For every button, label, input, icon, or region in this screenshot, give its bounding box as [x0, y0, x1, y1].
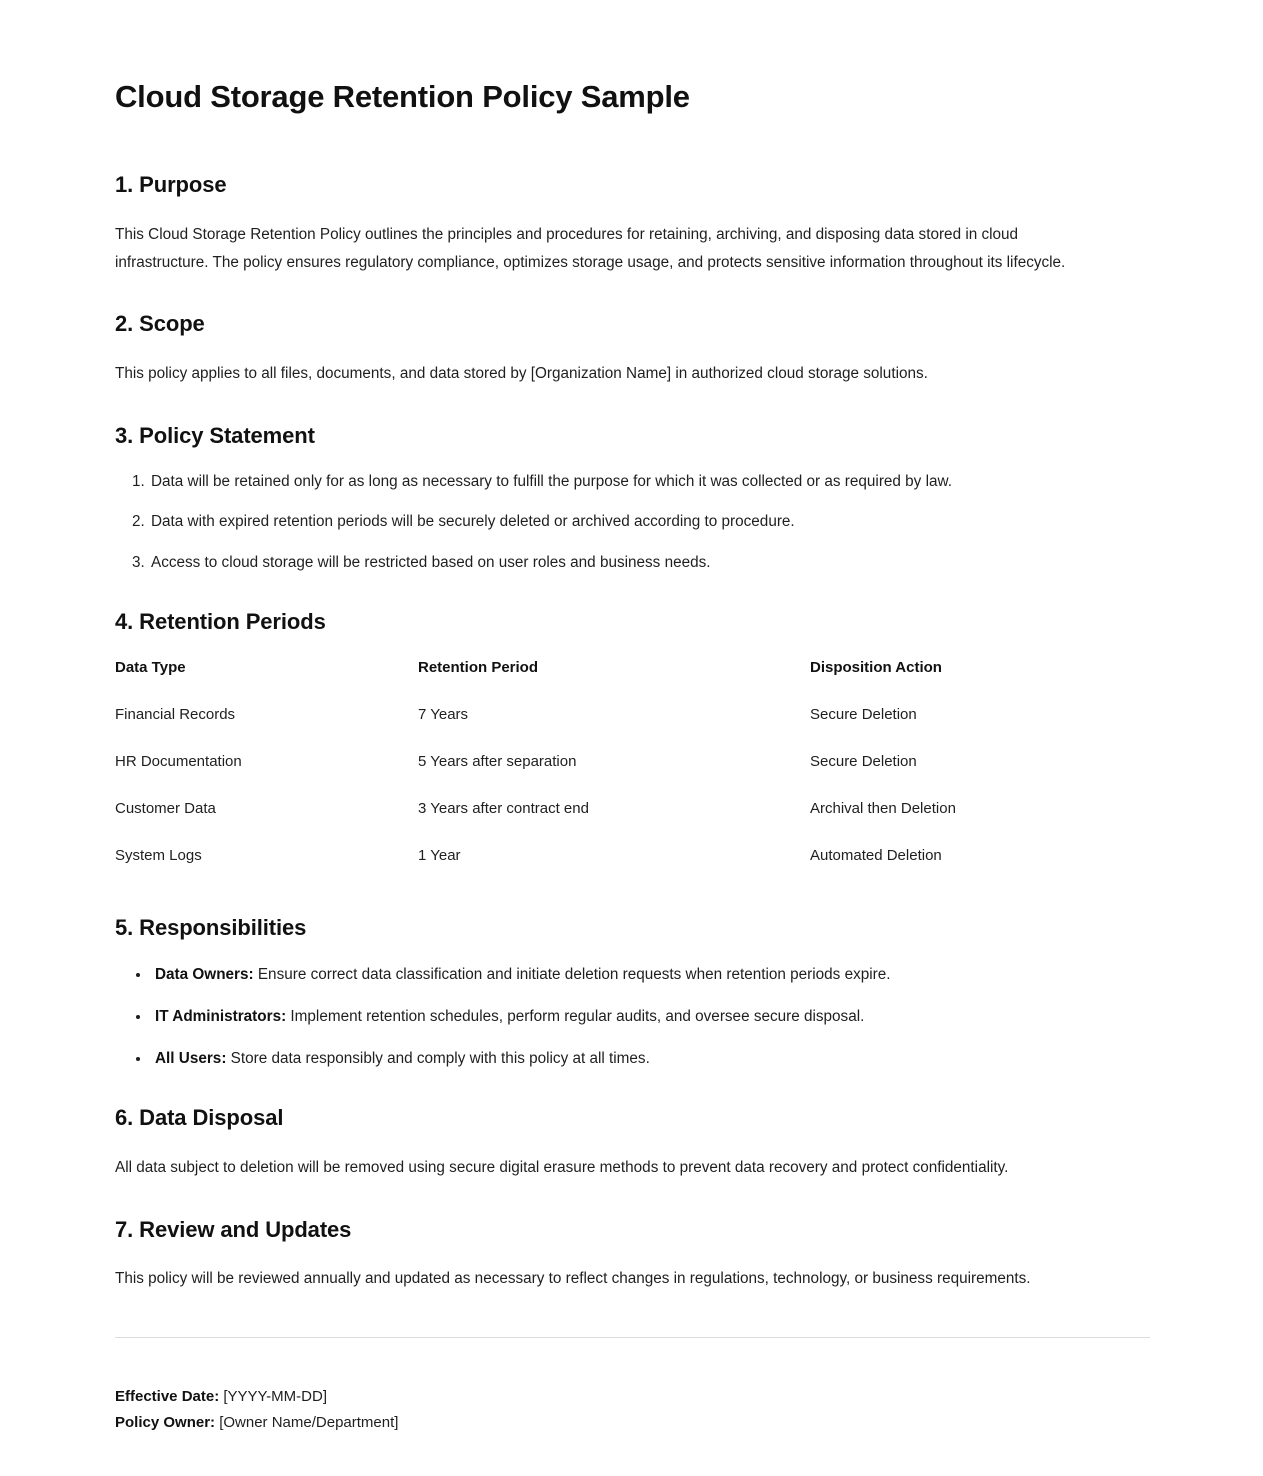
- footer-divider: [115, 1337, 1150, 1338]
- list-item: [151, 1048, 1150, 1070]
- policy-owner-value: [Owner Name/Department]: [215, 1414, 399, 1432]
- effective-date-value: [YYYY-MM-DD]: [219, 1387, 327, 1405]
- cell-retention-period: 7 Years: [418, 706, 469, 724]
- cell-disposition-action: Secure Deletion: [810, 753, 917, 771]
- cell-disposition-action: Archival then Deletion: [810, 800, 956, 818]
- cell-data-type: HR Documentation: [115, 753, 242, 771]
- column-header-data-type: Data Type: [115, 659, 186, 677]
- table-row: [115, 704, 1150, 751]
- list-item: [151, 1006, 1150, 1028]
- section-heading-scope: 2. Scope: [115, 311, 205, 337]
- section-review-updates: [115, 1216, 1150, 1293]
- responsibilities-list: [115, 964, 1150, 1071]
- list-item: 2. Data with expired retention periods will be securely deleted or archived according to procedure.: [149, 511, 1150, 533]
- responsibility-role: Data Owners:: [155, 965, 254, 983]
- section-heading-purpose: 1. Purpose: [115, 172, 227, 198]
- section-heading-data-disposal: 6. Data Disposal: [115, 1105, 284, 1131]
- section-heading-responsibilities: 5. Responsibilities: [115, 915, 307, 941]
- document-footer: [115, 1384, 1150, 1437]
- cell-disposition-action: Automated Deletion: [810, 847, 942, 865]
- responsibility-description: Implement retention schedules, perform regular audits, and oversee secure disposal.: [286, 1007, 865, 1025]
- purpose-paragraph: This Cloud Storage Retention Policy outlines the principles and procedures for retaining, archiving, and disposing data stored in cloud infrastructure. The policy ensures regulatory compliance, optimizes storage usage, and protects sensitive information throughout its lifecycle.: [115, 225, 1066, 271]
- cell-data-type: Customer Data: [115, 800, 216, 818]
- column-header-retention-period: Retention Period: [418, 659, 539, 677]
- list-item: [151, 964, 1150, 986]
- responsibility-role: All Users:: [155, 1050, 227, 1068]
- table-row: [115, 798, 1150, 845]
- section-heading-review-updates: 7. Review and Updates: [115, 1216, 352, 1242]
- cell-retention-period: 3 Years after contract end: [418, 800, 589, 818]
- table-header-row: [115, 657, 1150, 704]
- list-item: 1. Data will be retained only for as long as necessary to fulfill the purpose for which it was collected or as required by law.: [149, 471, 1150, 493]
- responsibility-description: Ensure correct data classification and initiate deletion requests when retention periods expire.: [253, 965, 891, 983]
- section-responsibilities: [115, 914, 1150, 1070]
- cell-data-type: Financial Records: [115, 706, 236, 724]
- section-retention-periods: [115, 608, 1150, 867]
- effective-date-line: [115, 1384, 1150, 1410]
- policy-owner-line: [115, 1410, 1150, 1436]
- cell-retention-period: 5 Years after separation: [418, 753, 577, 771]
- section-heading-retention-periods: 4. Retention Periods: [115, 608, 326, 634]
- section-data-disposal: [115, 1104, 1150, 1181]
- list-item: 3. Access to cloud storage will be restricted based on user roles and business needs.: [149, 552, 1150, 574]
- policy-statement-list: [115, 471, 1150, 574]
- responsibility-role: IT Administrators:: [155, 1007, 287, 1025]
- section-scope: [115, 310, 1150, 387]
- table-row: [115, 845, 1150, 866]
- page-title: Cloud Storage Retention Policy Sample: [115, 79, 690, 114]
- data-disposal-paragraph: All data subject to deletion will be removed using secure digital erasure methods to prevent data recovery and protect confidentiality.: [115, 1158, 1009, 1176]
- table-row: [115, 751, 1150, 798]
- cell-retention-period: 1 Year: [418, 847, 461, 865]
- cell-disposition-action: Secure Deletion: [810, 706, 917, 724]
- section-heading-policy-statement: 3. Policy Statement: [115, 422, 315, 448]
- effective-date-label: Effective Date:: [115, 1387, 220, 1405]
- column-header-disposition-action: Disposition Action: [810, 659, 942, 677]
- review-updates-paragraph: This policy will be reviewed annually and updated as necessary to reflect changes in regulations, technology, or business requirements.: [115, 1270, 1031, 1288]
- scope-paragraph: This policy applies to all files, documents, and data stored by [Organization Name] in authorized cloud storage solutions.: [115, 364, 928, 382]
- retention-periods-table: [115, 657, 1150, 866]
- policy-owner-label: Policy Owner:: [115, 1414, 216, 1432]
- responsibility-description: Store data responsibly and comply with this policy at all times.: [226, 1050, 650, 1068]
- section-policy-statement: [115, 422, 1150, 574]
- cell-data-type: System Logs: [115, 847, 202, 865]
- section-purpose: [115, 171, 1150, 276]
